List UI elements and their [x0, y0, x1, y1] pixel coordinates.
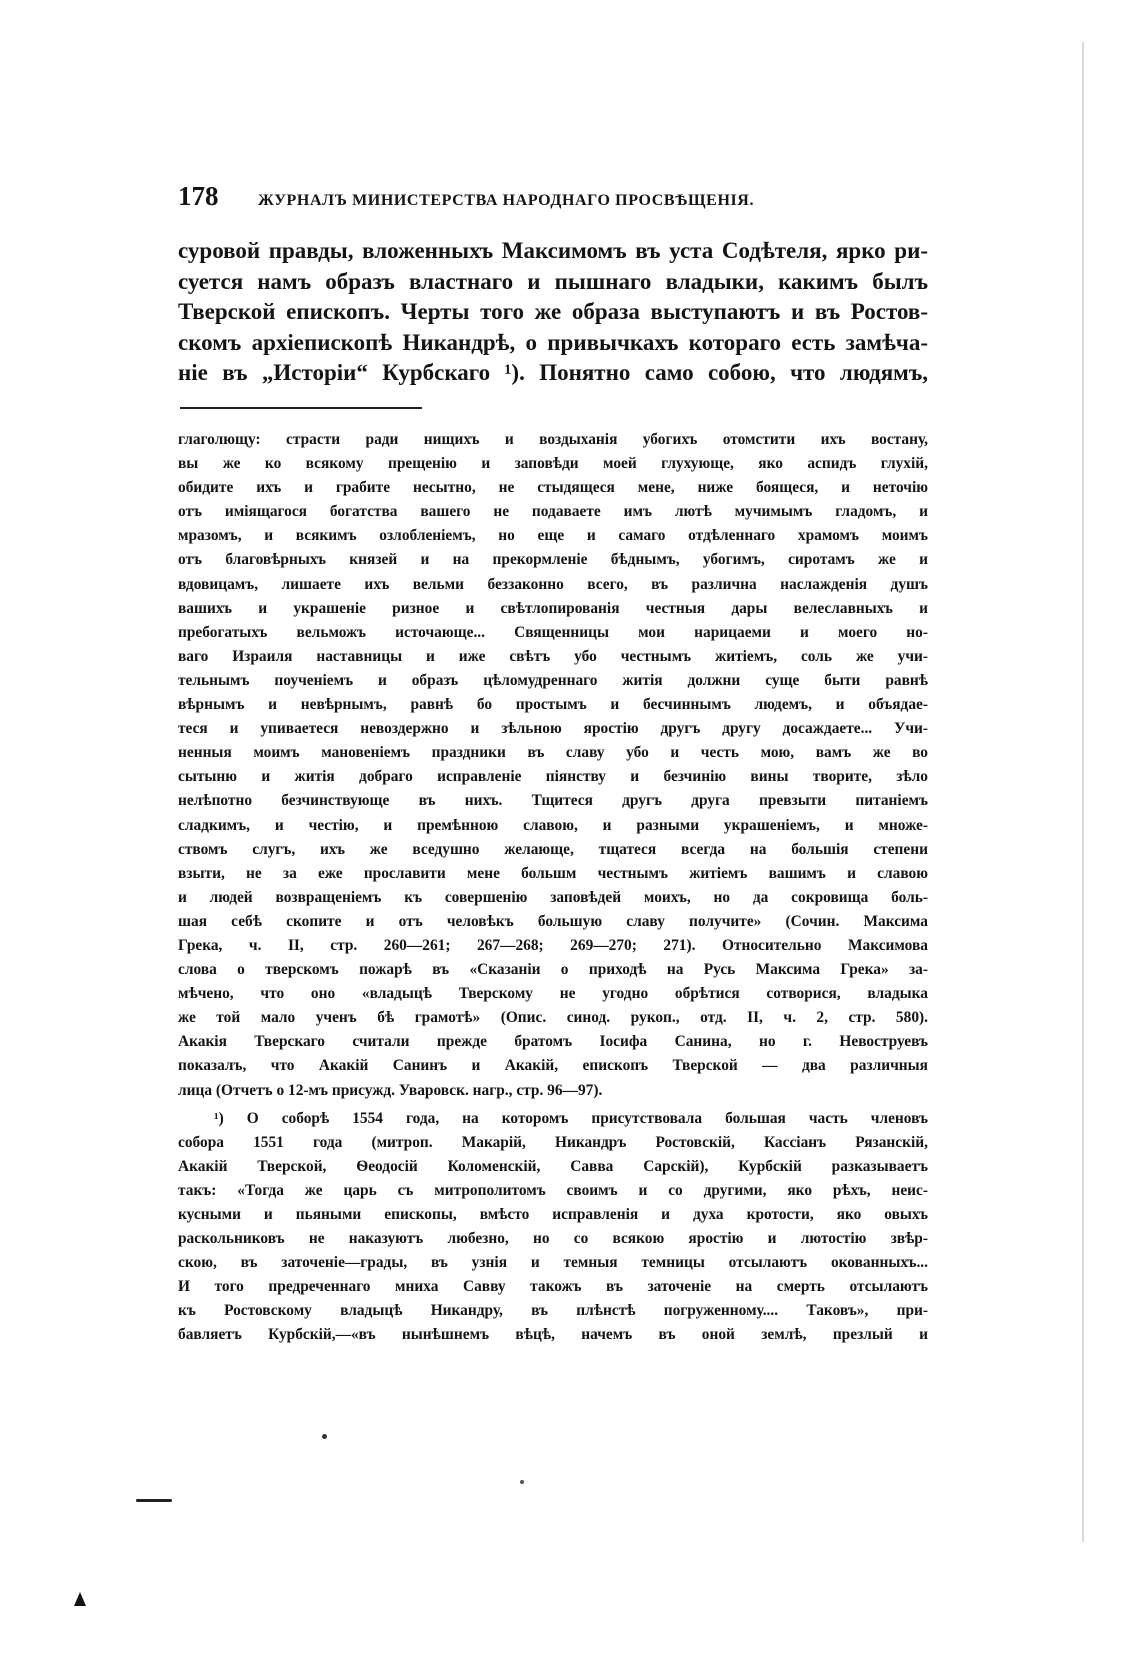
scan-speck	[322, 1434, 327, 1439]
running-head	[178, 181, 928, 215]
footnote-line: раскольниковъ не наказуютъ любезно, но со всякою яростію и лютостію звѣр-	[178, 1230, 928, 1248]
footnote-line: слова о тверскомъ пожарѣ въ «Сказаніи о приходѣ на Русь Максима Грека» за-	[178, 961, 928, 979]
page-edge-line	[1082, 42, 1084, 1542]
main-text-line: скомъ архіепископѣ Никандрѣ, о привычкахъ котораго есть замѣча-	[178, 329, 928, 355]
footnote-separator	[180, 407, 422, 409]
footnote-line: мѣчено, что оно «владыцѣ Тверскому не угодно обрѣтися сотворися, владыка	[178, 985, 928, 1003]
footnote-line: сытыню и житія добраго исправленіе піянству и безчинію вины творите, зѣло	[178, 768, 928, 786]
footnote-line: собора 1551 года (митроп. Макарій, Никандръ Ростовскій, Кассіанъ Рязанскій,	[178, 1133, 928, 1151]
footnote-continuation	[178, 428, 928, 1103]
page-number: 178	[178, 181, 219, 211]
footnote-line: и людей возвращеніемъ къ совершенію заповѣдей моихъ, но да сокровища боль-	[178, 888, 928, 906]
footnote-line: вѣрнымъ и невѣрнымъ, равнѣ бо простымъ и бесчиннымъ людемъ, и объядае-	[178, 696, 928, 714]
main-text	[178, 236, 928, 389]
footnote-line: Грека, ч. II, стр. 260—261; 267—268; 269—270; 271). Относительно Максимова	[178, 936, 928, 954]
footnote-line: глаголющу: страсти ради нищихъ и воздыханія убогихъ отомстити ихъ востану,	[178, 431, 928, 448]
footnote-line: ваго Израиля наставницы и иже свѣтъ убо честнымъ житіемъ, соль же учи-	[178, 647, 928, 665]
footnote-line: кусными и пьяными епископы, вмѣсто исправленія и духа кротости, яко овыхъ	[178, 1206, 928, 1223]
main-text-line: суется намъ образъ властнаго и пышнаго владыки, какимъ былъ	[178, 268, 928, 294]
footnote-line: ¹) О соборѣ 1554 года, на которомъ присутствовала большая часть членовъ	[214, 1109, 928, 1127]
footnote-line: обидите ихъ и грабите несытно, не стыдящеся мене, ниже боящеся, и неточію	[178, 479, 928, 497]
footnote-line: тельнымъ поученіемъ и образъ цѣломудреннаго житія должни суще быти равнѣ	[178, 671, 928, 689]
footnote-line: такъ: «Тогда же царь съ митрополитомъ своимъ и со другими, яко рѣхъ, неис-	[178, 1181, 928, 1199]
footnote-line: мразомъ, и всякимъ озлобленіемъ, но еще и самаго отдѣленнаго храмомъ моимъ	[178, 527, 928, 545]
scan-dash-mark	[136, 1499, 172, 1502]
footnote-line: сладкимъ, и честію, и премѣнною славою, и разными украшеніемъ, и множе-	[178, 816, 928, 834]
footnote-line: отъ иміящагося богатства вашего не подаваете имъ лютѣ мучимымъ гладомъ, и	[178, 503, 928, 521]
main-text-line: суровой правды, вложенныхъ Максимомъ въ уста Содѣтеля, ярко ри-	[178, 238, 928, 263]
footnote-line: же той мало ученъ бѣ грамотѣ» (Опис. синод. рукоп., отд. II, ч. 2, стр. 580).	[178, 1009, 928, 1027]
footnote-line: шая себѣ скопите и отъ человѣкъ большую славу получите» (Сочин. Максима	[178, 912, 928, 930]
footnote-line: показалъ, что Акакій Санинъ и Акакій, епископъ Тверской — два различныя	[178, 1057, 928, 1075]
footnote-line: скою, въ заточеніе—грады, въ узнія и темныя темницы отсылаютъ окованныхъ...	[178, 1254, 928, 1272]
main-text-line: Тверской епископъ. Черты того же образа выступаютъ и въ Ростов-	[178, 299, 928, 324]
scan-speck	[520, 1480, 524, 1484]
footnote-line: теся и упиваетеся невоздержно и зѣльною яростію другъ другу досаждаете... Учи-	[178, 720, 928, 738]
corner-triangle-mark	[74, 1592, 86, 1606]
journal-title: ЖУРНАЛЪ МИНИСТЕРСТВА НАРОДНАГО ПРОСВѢЩЕНІЯ.	[258, 192, 755, 209]
footnotes	[178, 428, 928, 1348]
footnote-line: ненныя моимъ мановеніемъ праздники въ славу убо и честь мою, вамъ же во	[178, 744, 928, 762]
footnote-1	[178, 1107, 928, 1348]
footnote-line: Акакія Тверскаго считали прежде братомъ Іосифа Санина, но г. Невоструевъ	[178, 1033, 928, 1051]
footnote-line: къ Ростовскому владыцѣ Никандру, въ плѣнстѣ погруженному.... Таковъ», при-	[178, 1302, 928, 1320]
footnote-line: вашихъ и украшеніе ризное и свѣтлопированія честныя дары велеславныхъ и	[178, 599, 928, 617]
main-text-line: ніе въ „Исторіи“ Курбскаго ¹). Понятно само собою, что людямъ,	[178, 360, 928, 385]
footnote-line: вдовицамъ, лишаете ихъ вельми беззаконно всего, въ различна наслажденія душъ	[178, 575, 928, 593]
footnote-line: И того предреченнаго мниха Савву такожъ въ заточеніе на смерть отсылаютъ	[178, 1278, 928, 1296]
footnote-line: ствомъ слугъ, ихъ же вседушно желающе, тщатеся всегда на большія степени	[178, 840, 928, 858]
footnote-line: вы же ко всякому прещенію и заповѣди моей глухующе, яко аспидъ глухій,	[178, 455, 928, 473]
footnote-line: бавляетъ Курбскій,—«въ нынѣшнемъ вѣцѣ, начемъ въ оной землѣ, презлый и	[178, 1326, 928, 1344]
footnote-line: отъ благовѣрныхъ князей и на прекормленіе бѣднымъ, убогимъ, сиротамъ же и	[178, 551, 928, 569]
footnote-line: пребогатыхъ вельможъ источающе... Священницы мои нарицаеми и моего но-	[178, 623, 928, 641]
footnote-line: нелѣпотно безчинствующе въ нихъ. Тщитеся другъ друга превзыти питаніемъ	[178, 792, 928, 810]
footnote-line: лица (Отчетъ о 12-мъ присужд. Уваровск. нагр., стр. 96—97).	[178, 1081, 603, 1099]
footnote-line: взыти, не за еже прославити мене большм честнымъ житіемъ вашимъ и славою	[178, 864, 928, 882]
footnote-line: Акакій Тверской, Ѳеодосій Коломенскій, Савва Сарскій), Курбскій разказываетъ	[178, 1157, 928, 1175]
